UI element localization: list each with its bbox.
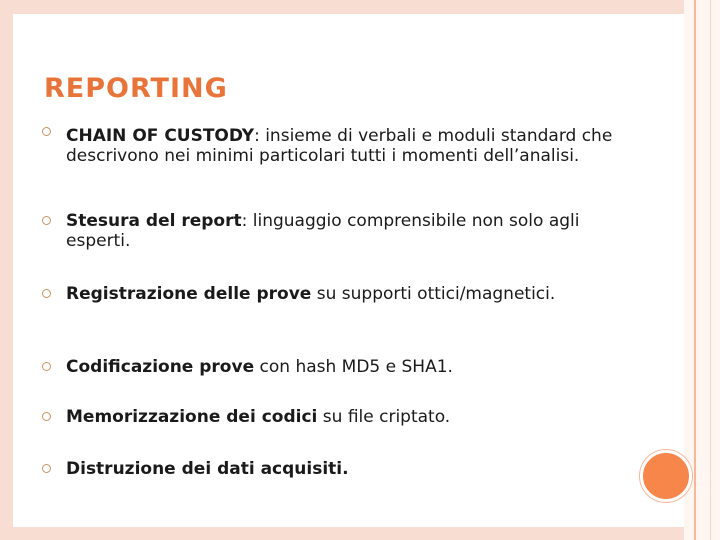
decorative-circle-icon (640, 450, 692, 502)
bullet-text: : insieme di verbali e moduli standard che descrivono nei minimi particolari tutti i momenti dell’analisi. (66, 126, 613, 166)
bullet-text: con hash MD5 e SHA1. (254, 357, 453, 377)
circle-bullet-icon (42, 216, 51, 225)
bullet-item-memorizzazione-codici (42, 407, 622, 459)
bullet-bold-text: Stesura del report (66, 211, 242, 231)
circle-bullet-icon (42, 289, 51, 298)
right-decor-line-thin (710, 0, 711, 540)
bullet-bold-text: Distruzione dei dati acquisiti. (66, 459, 349, 479)
circle-bullet-icon (42, 412, 51, 421)
bullet-bold-text: Registrazione delle prove (66, 284, 312, 304)
left-border (0, 0, 13, 540)
bullet-item-distruzione-dati (42, 459, 622, 489)
bullet-item-codificazione-prove (42, 357, 622, 407)
right-decor-strip (684, 0, 720, 540)
bullet-item-chain-of-custody (42, 122, 622, 211)
circle-bullet-icon (42, 464, 51, 473)
circle-bullet-icon (42, 362, 51, 371)
circle-bullet-icon (42, 127, 51, 136)
bullet-item-stesura-report (42, 211, 622, 284)
bullet-bold-text: CHAIN OF CUSTODY (66, 126, 255, 146)
right-decor-line (694, 0, 696, 540)
bullet-bold-text: Codificazione prove (66, 357, 255, 377)
bullet-item-registrazione-prove (42, 284, 622, 357)
slide-title: REPORTING (44, 73, 228, 104)
bullet-bold-text: Memorizzazione dei codici (66, 407, 318, 427)
bullet-text: : linguaggio comprensibile non solo agli esperti. (66, 211, 580, 251)
bullet-text: su file criptato. (317, 407, 451, 427)
top-border (13, 0, 695, 14)
bullet-list (42, 122, 622, 489)
bullet-text: su supporti ottici/magnetici. (311, 284, 556, 304)
bottom-border (13, 527, 695, 540)
